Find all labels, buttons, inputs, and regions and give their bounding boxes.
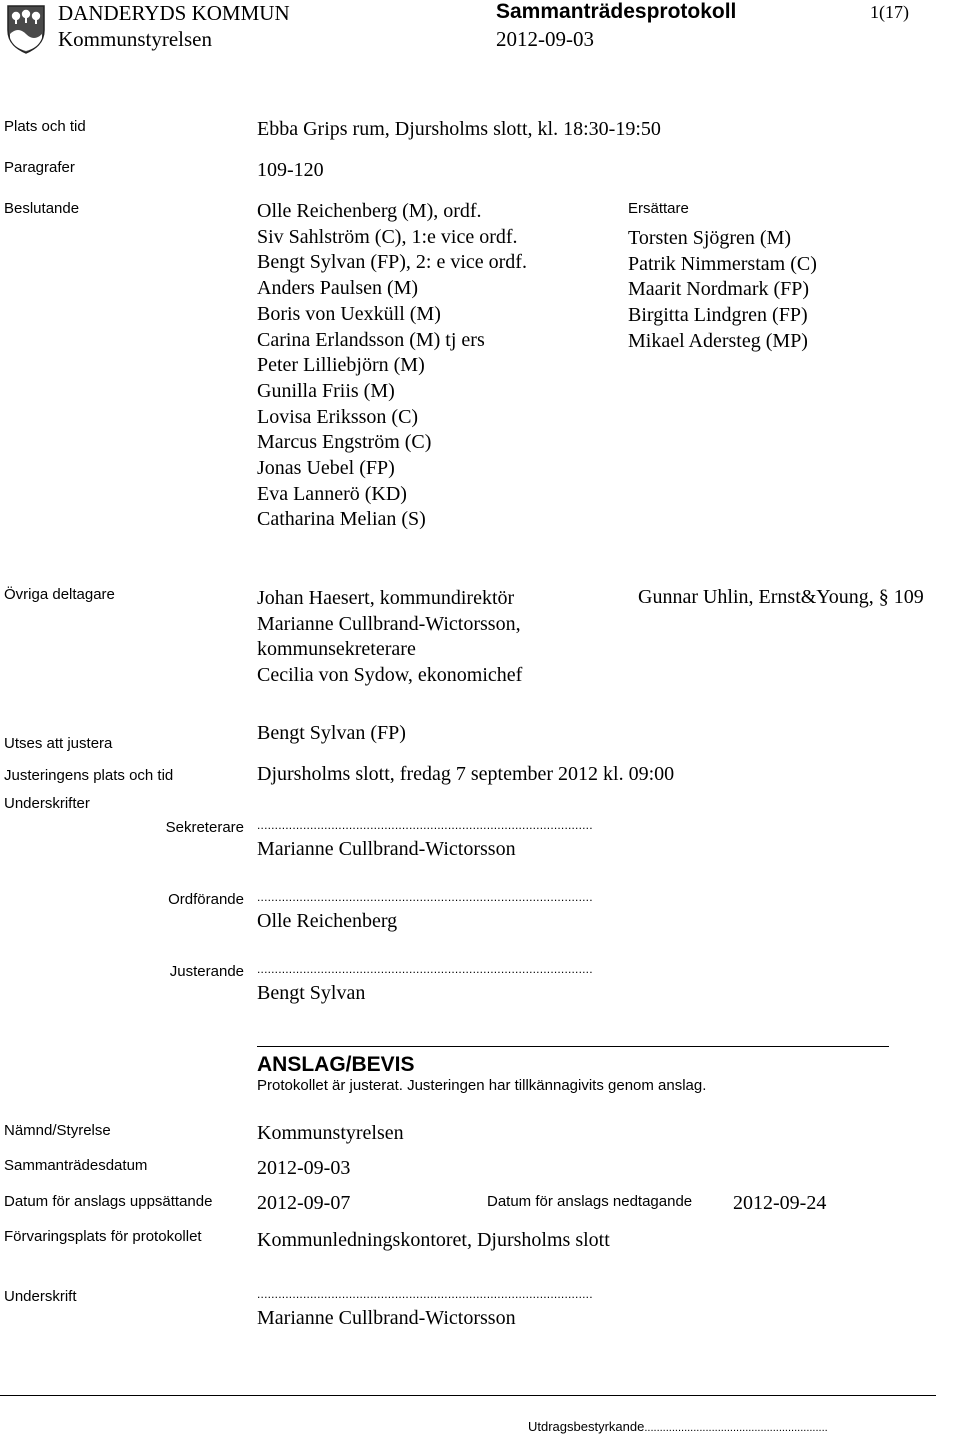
list-item: Mikael Adersteg (MP) <box>628 329 808 352</box>
signature-line: ............................................................................................... <box>257 1287 593 1301</box>
signature-role-chair: Ordförande <box>168 891 244 908</box>
meeting-date: 2012-09-03 <box>496 27 594 51</box>
certify-line: ............................................................ <box>644 1422 828 1434</box>
list-item: Peter Lilliebjörn (M) <box>257 354 425 377</box>
municipality-crest-logo <box>6 4 46 59</box>
decision-makers-label: Beslutande <box>4 200 80 217</box>
section-divider <box>257 1046 889 1047</box>
list-item: Eva Lannerö (KD) <box>257 482 407 505</box>
list-item: Cecilia von Sydow, ekonomichef <box>257 664 523 687</box>
list-item: Siv Sahlström (C), 1:e vice ordf. <box>257 225 518 248</box>
notice-title: ANSLAG/BEVIS <box>257 1053 415 1076</box>
list-item: Anders Paulsen (M) <box>257 277 419 300</box>
adjust-place-label: Justeringens plats och tid <box>4 767 174 784</box>
notice-signature-name: Marianne Cullbrand-Wictorsson <box>257 1307 516 1329</box>
list-item: kommunsekreterare <box>257 638 416 661</box>
meeting-date-value: 2012-09-03 <box>257 1157 351 1179</box>
adjust-value: Bengt Sylvan (FP) <box>257 722 406 744</box>
storage-value: Kommunledningskontoret, Djursholms slott <box>257 1229 610 1251</box>
list-item: Patrik Nimmerstam (C) <box>628 252 817 275</box>
page-number: 1(17) <box>870 2 909 22</box>
substitutes-label: Ersättare <box>628 200 689 217</box>
signature-name-adjuster: Bengt Sylvan <box>257 982 366 1004</box>
signature-name-chair: Olle Reichenberg <box>257 910 398 932</box>
signature-role-secretary: Sekreterare <box>165 819 244 836</box>
signatures-label: Underskrifter <box>4 795 90 812</box>
list-item: Boris von Uexküll (M) <box>257 302 441 325</box>
signature-line: ............................................................................................... <box>257 890 593 904</box>
list-item: Jonas Uebel (FP) <box>257 457 395 480</box>
other-participants-list <box>257 586 522 689</box>
adjust-place-value: Djursholms slott, fredag 7 september 2012 kl. 09:00 <box>257 763 675 785</box>
list-item: Carina Erlandsson (M) tj ers <box>257 328 485 351</box>
other-participants-label: Övriga deltagare <box>4 586 115 603</box>
list-item: Gunilla Friis (M) <box>257 379 395 402</box>
list-item: Catharina Melian (S) <box>257 508 426 531</box>
board-value: Kommunstyrelsen <box>257 1122 404 1144</box>
place-value: Ebba Grips rum, Djursholms slott, kl. 18:30-19:50 <box>257 118 661 140</box>
notice-subtitle: Protokollet är justerat. Justeringen har tillkännagivits genom anslag. <box>257 1077 707 1094</box>
document-title: Sammanträdesprotokoll <box>496 0 737 23</box>
list-item: Marcus Engström (C) <box>257 431 432 454</box>
committee-name: Kommunstyrelsen <box>58 27 212 51</box>
board-label: Nämnd/Styrelse <box>4 1122 111 1139</box>
signature-line: ............................................................................................... <box>257 962 593 976</box>
certify-text: Utdragsbestyrkande <box>528 1419 645 1434</box>
paragraphs-value: 109-120 <box>257 159 324 181</box>
signature-role-adjuster: Justerande <box>169 963 244 980</box>
posted-date-label: Datum för anslags uppsättande <box>4 1193 213 1210</box>
paragraphs-label: Paragrafer <box>4 159 75 176</box>
other-participant-right: Gunnar Uhlin, Ernst&Young, § 109 <box>638 586 924 608</box>
signature-name-secretary: Marianne Cullbrand-Wictorsson <box>257 838 516 860</box>
list-item: Torsten Sjögren (M) <box>628 227 792 249</box>
list-item: Maarit Nordmark (FP) <box>628 278 810 301</box>
signature-line: ............................................................................................... <box>257 818 593 832</box>
notice-signature-label: Underskrift <box>4 1288 77 1305</box>
certify-label <box>528 1419 828 1434</box>
substitutes-list <box>628 226 817 355</box>
storage-label: Förvaringsplats för protokollet <box>4 1228 202 1245</box>
list-item: Johan Haesert, kommundirektör <box>257 587 515 609</box>
place-label: Plats och tid <box>4 118 86 135</box>
removed-date-label: Datum för anslags nedtagande <box>487 1193 693 1210</box>
list-item: Lovisa Eriksson (C) <box>257 405 419 428</box>
list-item: Bengt Sylvan (FP), 2: e vice ordf. <box>257 251 527 274</box>
adjust-label: Utses att justera <box>4 735 113 752</box>
decision-makers-list <box>257 199 527 533</box>
list-item: Birgitta Lindgren (FP) <box>628 304 808 327</box>
municipality-name: DANDERYDS KOMMUN <box>58 1 290 25</box>
crest-icon <box>6 4 46 54</box>
removed-date-value: 2012-09-24 <box>733 1192 827 1214</box>
meeting-date-label: Sammanträdesdatum <box>4 1157 148 1174</box>
list-item: Marianne Cullbrand-Wictorsson, <box>257 612 521 635</box>
posted-date-value: 2012-09-07 <box>257 1192 351 1214</box>
footer-divider <box>0 1395 936 1396</box>
list-item: Olle Reichenberg (M), ordf. <box>257 200 482 222</box>
